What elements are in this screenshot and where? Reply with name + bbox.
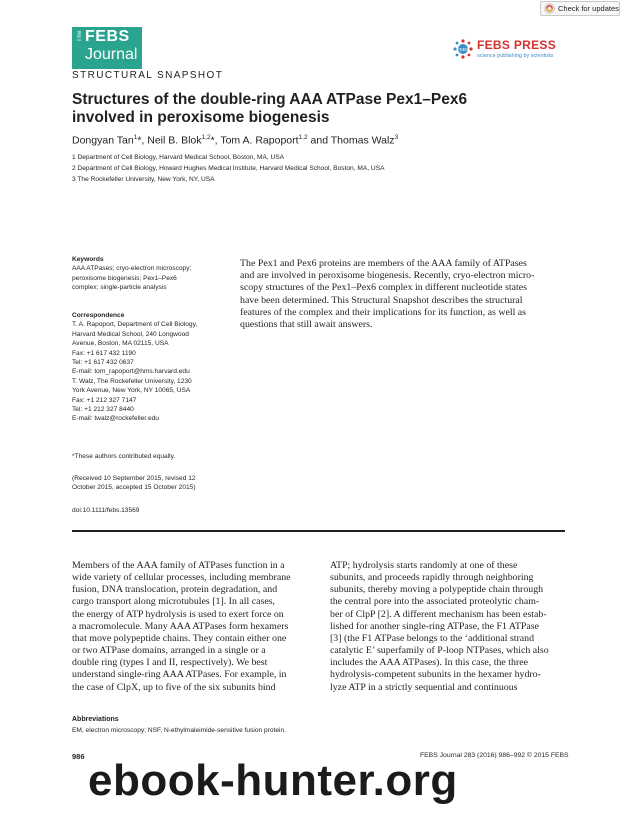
body-line: or two ATPase domains, arranged in a single or a [72,645,266,657]
author-separator: , [214,134,221,147]
febs-press-logo-tagline: science publishing by scientists [477,53,554,59]
correspondence-heading: Correspondence [72,312,125,319]
article-title-line: Structures of the double-ring AAA ATPase Pex1–Pex6 [72,91,468,108]
body-line: a macromolecule. Many AAA ATPases form hexamers [72,620,289,632]
keywords-block [72,255,232,293]
abstract-line: questions that still await answers. [240,319,373,331]
body-line: [3] (the F1 ATPase belongs to the ‘additional strand [330,632,535,644]
article-title-line: involved in peroxisome biogenesis [72,109,330,126]
check-for-updates-label: Check for updates [558,4,619,13]
body-line: the energy of ATP hydrolysis is used to exert force on [72,608,284,620]
update-badge-icon [544,3,555,14]
body-line: catalytic E’ superfamily of P-loop NTPases, which also [330,645,549,657]
doi-link[interactable]: doi:10.1111/febs.13569 [72,507,140,514]
page-number: 986 [72,752,85,761]
correspondence-block [72,311,232,424]
received-line: (Received 10 September 2015, revised 12 [72,475,196,482]
author-list [72,134,398,147]
body-line: ber of ClpP [2]. A different mechanism has been estab- [330,608,547,620]
equal-contribution-note: *These authors contributed equally. [72,453,176,460]
correspondence-email-link[interactable]: E-mail: twalz@rockefeller.edu [72,415,159,423]
journal-logo-febs: FEBS [85,28,130,45]
author-affiliation-ref: 3 [394,134,399,141]
author-separator: , [141,134,148,147]
body-line: lyze ATP in a strictly sequential and continuous [330,681,518,693]
keywords-line: AAA ATPases; cryo-electron microscopy; [72,265,192,273]
author-and: and [307,134,331,147]
body-line: Members of the AAA family of ATPases function in a [72,560,285,571]
body-line: double ring (types I and II, respectively). We best [72,657,268,669]
keywords-line: peroxisome biogenesis; Pex1–Pex6 [72,274,177,282]
section-divider [72,530,565,532]
author-name: Thomas Walz [330,134,395,147]
author-name: Dongyan Tan [72,134,134,147]
abstract-line: The Pex1 and Pex6 proteins are members of the AAA family of ATPases [240,258,527,269]
received-dates [72,474,232,493]
footer-citation: FEBS Journal 283 (2016) 986–992 © 2015 FEBS [420,752,569,759]
check-for-updates-button[interactable] [540,1,620,16]
abstract-line: and are involved in peroxisome biogenesis. Recently, cryo-electron micro- [240,270,535,282]
author-mark: * [137,134,142,147]
correspondence-line: York Avenue, New York, NY 10065, USA [72,387,191,395]
body-line: the central pore into the associated proteolytic cham- [330,596,540,608]
watermark: ebook-hunter.org [88,756,458,805]
body-line: ATP; hydrolysis starts randomly at one of these [330,560,518,571]
abstract-line: features of the complex and their implications for its function, as well as [240,306,527,318]
keywords-line: complex; single-particle analysis [72,284,167,292]
body-column-left [72,560,307,694]
body-line: understand single-ring AAA ATPases. For example, in [72,669,287,681]
keywords-heading: Keywords [72,256,104,263]
affiliation: 1 Department of Cell Biology, Harvard Medical School, Boston, MA, USA [72,154,285,161]
received-line: October 2015, accepted 15 October 2015) [72,484,196,492]
correspondence-line: Tel: +1 212 327 8440 [72,406,134,414]
journal-logo-journal: Journal [85,46,138,63]
journal-logo-the: The [77,30,83,42]
author-name: Tom A. Rapoport [220,134,299,147]
body-column-right [330,560,565,694]
author-name: Neil B. Blok [147,134,202,147]
body-line: that move polypeptide chains. They contain either one [72,632,287,644]
section-label: STRUCTURAL SNAPSHOT [72,70,224,81]
svg-text:FEBS: FEBS [457,46,469,52]
correspondence-line: Avenue, Boston, MA 02115, USA [72,340,169,348]
body-line: wide variety of cellular processes, including membrane [72,572,291,584]
author-mark: * [210,134,215,147]
affiliation: 3 The Rockefeller University, New York, NY, USA [72,176,215,183]
abbreviations-heading: Abbreviations [72,716,119,723]
body-line: includes the AAA ATPases). In this case, the three [330,657,529,669]
abbreviations-text: EM, electron microscopy; NSF, N-ethylmaleimide-sensitive fusion protein. [72,727,287,734]
febs-press-logo-name: FEBS PRESS [477,38,557,52]
correspondence-line: T. Walz, The Rockefeller University, 1230 [72,377,192,385]
body-line: cargo transport along microtubules [1]. In all cases, [72,596,276,608]
abstract [240,258,565,331]
febs-press-logo-icon [452,38,474,60]
author-affiliation-ref: 1,2 [298,134,308,141]
correspondence-line: Harvard Medical School, 240 Longwood [72,330,189,338]
correspondence-line: Tel: +1 617 432 0637 [72,359,134,367]
body-line: subunits, thereby moving a polypeptide chain through [330,584,544,596]
author-affiliation-ref: 1 [133,134,138,141]
abstract-line: have been determined. This Structural Snapshot describes the structural [240,294,523,306]
body-line: subunits, and proceeds rapidly through neighboring [330,572,534,584]
correspondence-line: Fax: +1 212 327 7147 [72,396,137,404]
affiliation: 2 Department of Cell Biology, Howard Hughes Medical Institute, Harvard Medical School, Boston, MA, USA [72,165,385,172]
article-title [72,91,572,127]
correspondence-line: Fax: +1 617 432 1190 [72,349,136,357]
body-line: lished for another single-ring ATPase, the F1 ATPase [330,620,539,632]
correspondence-email-link[interactable]: E-mail: tom_rapoport@hms.harvard.edu [72,368,190,376]
body-line: fusion, DNA translocation, protein degradation, and [72,584,278,596]
author-affiliation-ref: 1,2 [201,134,211,141]
body-line: hydrolysis-competent subunits in the hexamer hydro- [330,669,541,681]
abstract-line: scopy structures of the Pex1–Pex6 complex in different nucleotide states [240,282,527,294]
correspondence-line: T. A. Rapoport, Department of Cell Biology, [72,321,198,329]
body-line: the case of ClpX, up to five of the six subunits bind [72,681,276,693]
